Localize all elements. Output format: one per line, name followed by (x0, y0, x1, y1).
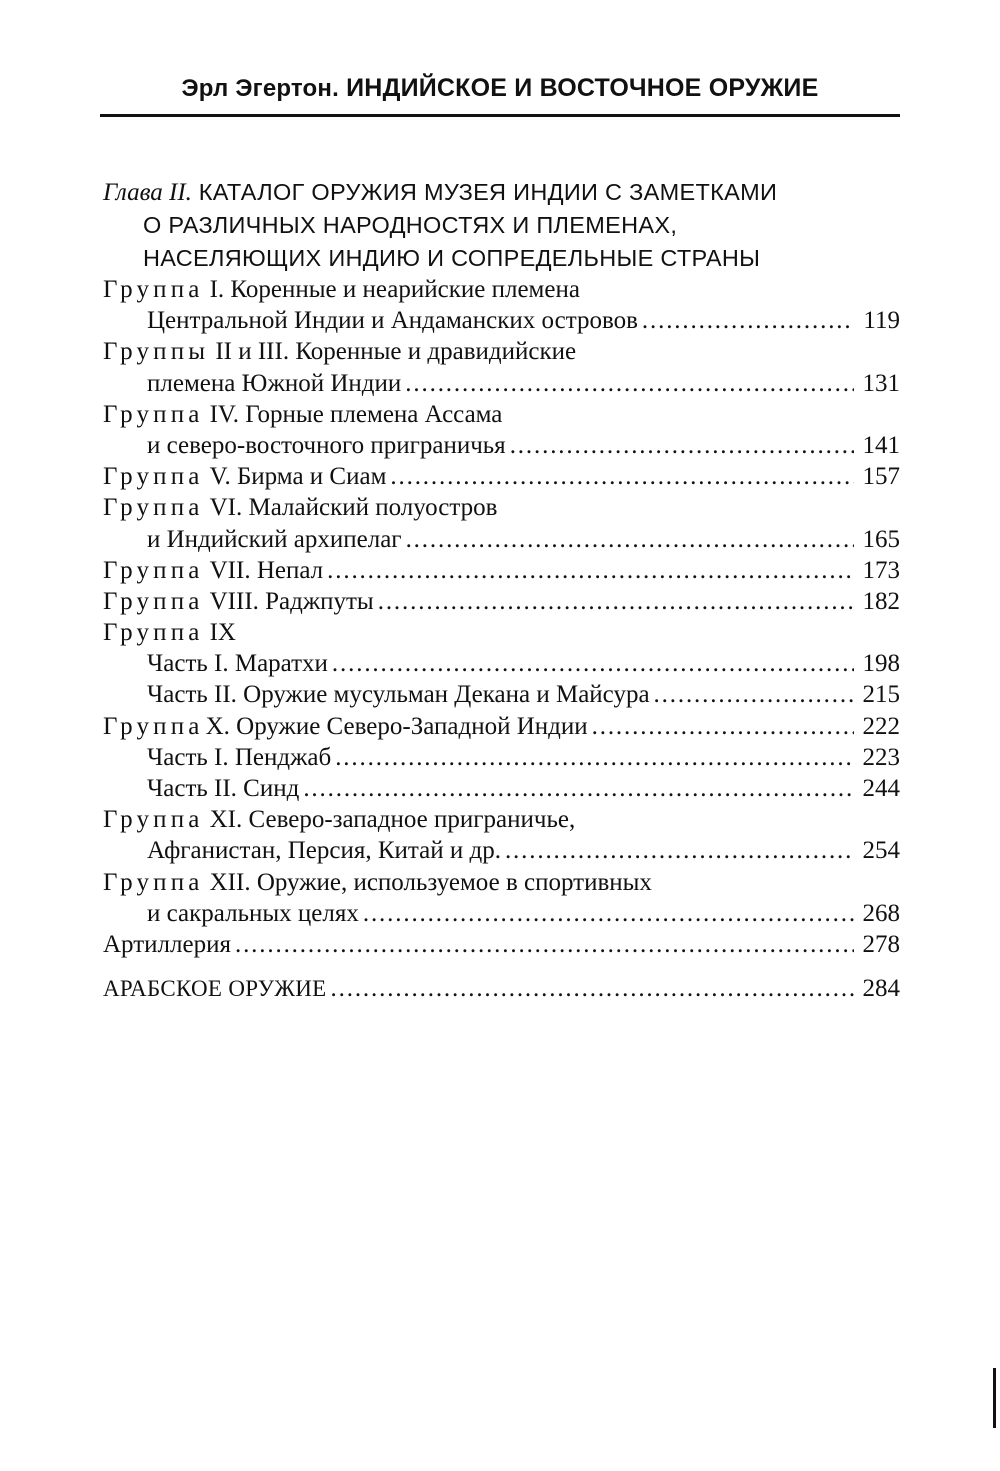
toc-entry-text: IV. Горные племена Ассама (209, 400, 503, 428)
chapter-title-line: О РАЗЛИЧНЫХ НАРОДНОСТЯХ И ПЛЕМЕНАХ, (143, 212, 678, 238)
toc-group-label: Группа (103, 276, 204, 303)
toc-entry[interactable] (103, 461, 900, 492)
toc-entry-text: XI. Северо-западное приграничье, (209, 806, 576, 834)
toc-entry-text: II и III. Коренные и дравидийские (215, 338, 577, 366)
toc-entry[interactable] (103, 617, 900, 648)
toc-entry[interactable] (103, 336, 900, 367)
toc-group-label: Группа (103, 806, 204, 834)
dot-leader (331, 973, 854, 1004)
toc-page-number: 165 (862, 525, 900, 553)
toc-page-number: 198 (862, 650, 900, 678)
dot-leader (592, 711, 854, 742)
toc-page-number: 157 (862, 463, 900, 491)
toc-group-label: Группа (103, 400, 204, 428)
toc-entry-text: VIII. Раджпуты (209, 587, 374, 615)
toc-entry[interactable] (103, 430, 900, 461)
toc-entry[interactable] (103, 835, 900, 866)
toc-entry[interactable] (103, 804, 900, 835)
toc-entry-text: Афганистан, Персия, Китай и др. (147, 837, 501, 865)
toc-entry-text: и северо-восточного приграничья (147, 431, 506, 459)
header-rule (100, 114, 900, 117)
toc-page-number: 244 (862, 775, 900, 802)
toc-group-label: Группа (103, 587, 204, 615)
table-of-contents (103, 274, 900, 1004)
toc-entry[interactable] (103, 898, 900, 929)
toc-entry[interactable] (103, 711, 900, 742)
toc-entry[interactable] (103, 399, 900, 430)
dot-leader (303, 773, 854, 804)
toc-page-number: 222 (862, 712, 900, 740)
toc-entry[interactable] (103, 929, 900, 960)
toc-entry-text: V. Бирма и Сиам (209, 463, 387, 491)
dot-leader (235, 929, 854, 960)
toc-entry[interactable] (103, 305, 900, 336)
toc-group-label: Группа (103, 494, 204, 522)
chapter-title-line: КАТАЛОГ ОРУЖИЯ МУЗЕЯ ИНДИИ С ЗАМЕТКАМИ (198, 179, 778, 205)
dot-leader (510, 430, 854, 461)
dot-leader (505, 835, 854, 866)
toc-group-label: Группы (103, 338, 210, 366)
header-title: ИНДИЙСКОЕ И ВОСТОЧНОЕ ОРУЖИЕ (346, 74, 819, 102)
chapter-prefix: Глава II. (103, 179, 192, 206)
dot-leader (335, 742, 854, 773)
toc-entry-text: VII. Непал (209, 556, 324, 584)
dot-leader (327, 555, 854, 586)
toc-group-label: Группа (103, 712, 204, 740)
toc-page-number: 254 (862, 837, 900, 865)
running-header (100, 66, 900, 110)
toc-entry-text: XII. Оружие, используемое в спортивных (209, 868, 652, 896)
toc-entry-text: племена Южной Индии (147, 369, 402, 397)
toc-entry-text: и Индийский архипелаг (147, 525, 402, 553)
toc-page-number: 215 (862, 681, 900, 709)
scan-margin-mark (993, 1368, 996, 1428)
toc-entry-text: Часть II. Синд (147, 775, 300, 802)
dot-leader (642, 305, 854, 336)
chapter-title-line: НАСЕЛЯЮЩИХ ИНДИЮ И СОПРЕДЕЛЬНЫЕ СТРАНЫ (143, 245, 761, 271)
toc-entry[interactable] (103, 586, 900, 617)
dot-leader (378, 586, 854, 617)
toc-group-label: Группа (103, 619, 204, 647)
toc-entry-text: Центральной Индии и Андаманских островов (147, 307, 638, 335)
toc-entry[interactable] (103, 973, 900, 1004)
toc-entry-text: VI. Малайский полуостров (209, 494, 498, 522)
toc-page-number: 268 (862, 899, 900, 927)
chapter-heading (103, 176, 903, 275)
toc-entry[interactable] (103, 555, 900, 586)
toc-entry[interactable] (103, 867, 900, 898)
toc-group-label: Группа (103, 556, 204, 584)
toc-entry[interactable] (103, 492, 900, 523)
dot-leader (332, 648, 854, 679)
toc-group-label: Группа (103, 868, 204, 896)
toc-page-number: 141 (862, 431, 900, 459)
toc-entry[interactable] (103, 648, 900, 679)
toc-page-number: 119 (863, 307, 900, 335)
dot-leader (405, 368, 854, 399)
toc-entry[interactable] (103, 274, 900, 305)
toc-page-number: 173 (862, 556, 900, 584)
toc-entry-text: IX (209, 619, 236, 647)
toc-page-number: 182 (862, 587, 900, 615)
toc-entry[interactable] (103, 742, 900, 773)
dot-leader (363, 898, 854, 929)
toc-entry-text: I. Коренные и неарийские племена (209, 276, 580, 303)
toc-entry[interactable] (103, 524, 900, 555)
toc-entry[interactable] (103, 368, 900, 399)
dot-leader (406, 524, 854, 555)
toc-entry-text: АРАБСКОЕ ОРУЖИЕ (103, 976, 327, 1002)
toc-page-number: 131 (862, 369, 900, 397)
toc-entry-text: Часть II. Оружие мусульман Декана и Майсура (147, 681, 650, 709)
header-author: Эрл Эгертон. (181, 75, 339, 102)
toc-entry-text: Часть I. Маратхи (147, 650, 328, 678)
toc-page-number: 284 (862, 975, 900, 1003)
toc-entry[interactable] (103, 773, 900, 804)
toc-group-label: Группа (103, 463, 204, 491)
chapter-heading-line-1 (103, 176, 903, 209)
toc-entry[interactable] (103, 679, 900, 710)
dot-leader (654, 679, 854, 710)
toc-entry-text: и сакральных целях (147, 899, 359, 927)
toc-page-number: 278 (862, 930, 900, 958)
toc-entry-text: Артиллерия (103, 930, 231, 958)
toc-entry-text: Часть I. Пенджаб (147, 743, 332, 771)
toc-page-number: 223 (862, 743, 900, 771)
dot-leader (390, 461, 854, 492)
toc-entry-text: X. Оружие Северо-Западной Индии (205, 712, 588, 740)
